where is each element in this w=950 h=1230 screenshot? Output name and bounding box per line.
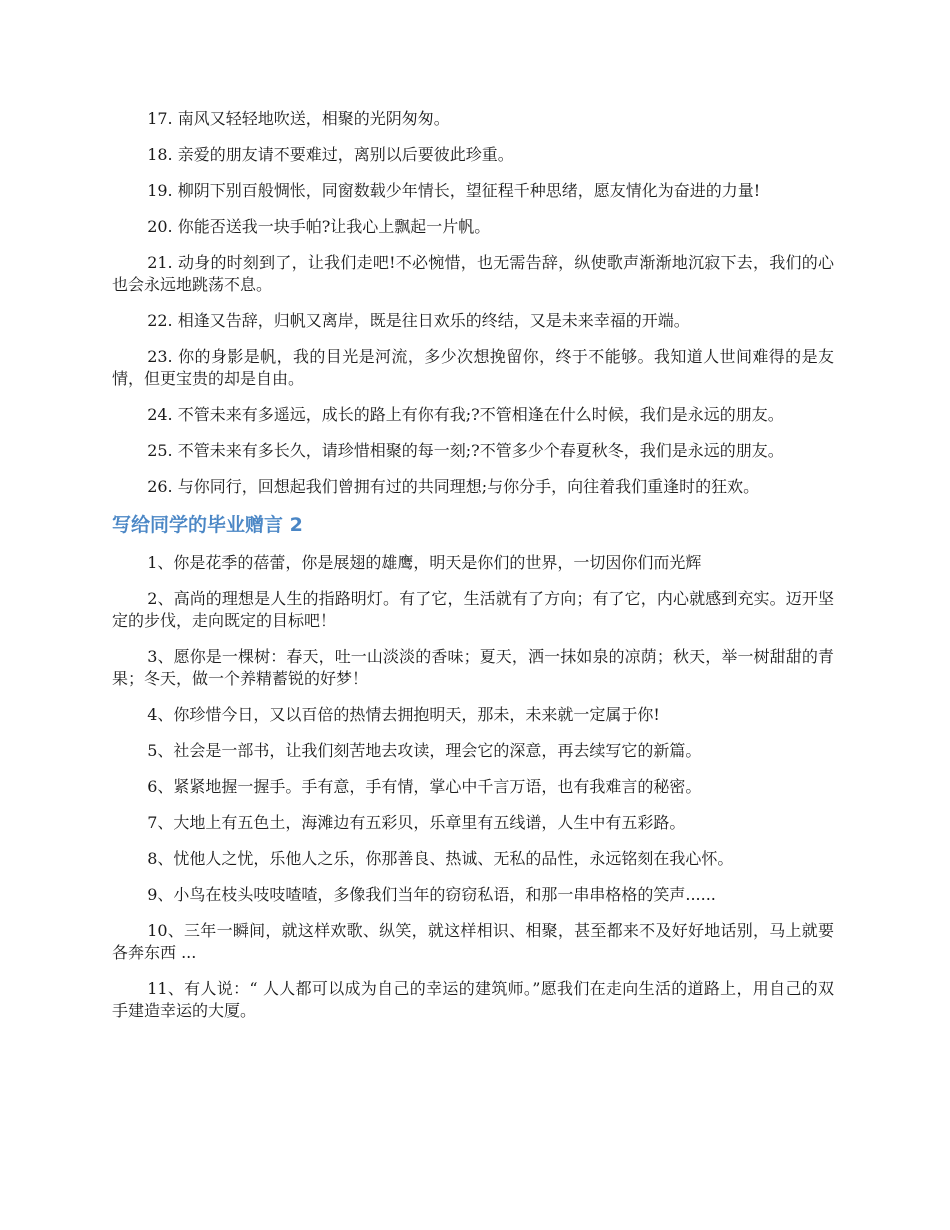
list-item: 23. 你的身影是帆，我的目光是河流，多少次想挽留你，终于不能够。我知道人世间难得的是友情，但更宝贵的却是自由。 [112,347,834,388]
list-item: 24. 不管未来有多遥远，成长的路上有你有我;?不管相逢在什么时候，我们是永远的朋友。 [147,405,784,424]
document-page [112,108,834,1036]
list-item: 4、你珍惜今日，又以百倍的热情去拥抱明天，那未，未来就一定属于你! [147,705,660,724]
list-item: 5、社会是一部书，让我们刻苦地去攻读，理会它的深意，再去续写它的新篇。 [147,741,702,760]
list-item: 7、大地上有五色土，海滩边有五彩贝，乐章里有五线谱，人生中有五彩路。 [147,813,686,832]
list-item: 1、你是花季的蓓蕾，你是展翅的雄鹰，明天是你们的世界，一切因你们而光辉 [147,553,702,572]
list-item: 11、有人说：“ 人人都可以成为自己的幸运的建筑师。”愿我们在走向生活的道路上，用自己的双手建造幸运的大厦。 [112,979,834,1020]
list-item: 22. 相逢又告辞，归帆又离岸，既是往日欢乐的终结，又是未来幸福的开端。 [147,311,690,330]
list-item: 2、高尚的理想是人生的指路明灯。有了它，生活就有了方向；有了它，内心就感到充实。迈开坚定的步伐，走向既定的目标吧！ [112,589,834,630]
list-item: 26. 与你同行，回想起我们曾拥有过的共同理想;与你分手，向往着我们重逢时的狂欢。 [147,477,760,496]
list-item: 18. 亲爱的朋友请不要难过，离别以后要彼此珍重。 [147,145,514,164]
section-two [112,552,834,1022]
list-item: 8、忧他人之忧，乐他人之乐，你那善良、热诚、无私的品性，永远铭刻在我心怀。 [147,849,734,868]
section-one [112,108,834,498]
list-item: 19. 柳阴下别百般惆怅，同窗数载少年情长，望征程千种思绪，愿友情化为奋进的力量! [147,181,761,200]
list-item: 3、愿你是一棵树：春天，吐一山淡淡的香味；夏天，洒一抹如泉的凉荫；秋天，举一树甜甜的青果；冬天，做一个养精蓄锐的好梦！ [112,647,834,688]
list-item: 21. 动身的时刻到了，让我们走吧!不必惋惜，也无需告辞，纵使歌声渐渐地沉寂下去，我们的心也会永远地跳荡不息。 [112,253,834,294]
list-item: 25. 不管未来有多长久，请珍惜相聚的每一刻;?不管多少个春夏秋冬，我们是永远的朋友。 [147,441,784,460]
list-item: 20. 你能否送我一块手帕?让我心上飘起一片帆。 [147,217,491,236]
list-item: 6、紧紧地握一握手。手有意，手有情，掌心中千言万语，也有我难言的秘密。 [147,777,702,796]
list-item: 9、小鸟在枝头吱吱喳喳，多像我们当年的窃窃私语，和那一串串格格的笑声...... [147,885,716,904]
list-item: 10、三年一瞬间，就这样欢歌、纵笑，就这样相识、相聚，甚至都来不及好好地话别，马上就要各奔东西 ... [112,921,834,962]
section-heading: 写给同学的毕业赠言 2 [112,514,303,536]
list-item: 17. 南风又轻轻地吹送，相聚的光阴匆匆。 [147,109,450,128]
